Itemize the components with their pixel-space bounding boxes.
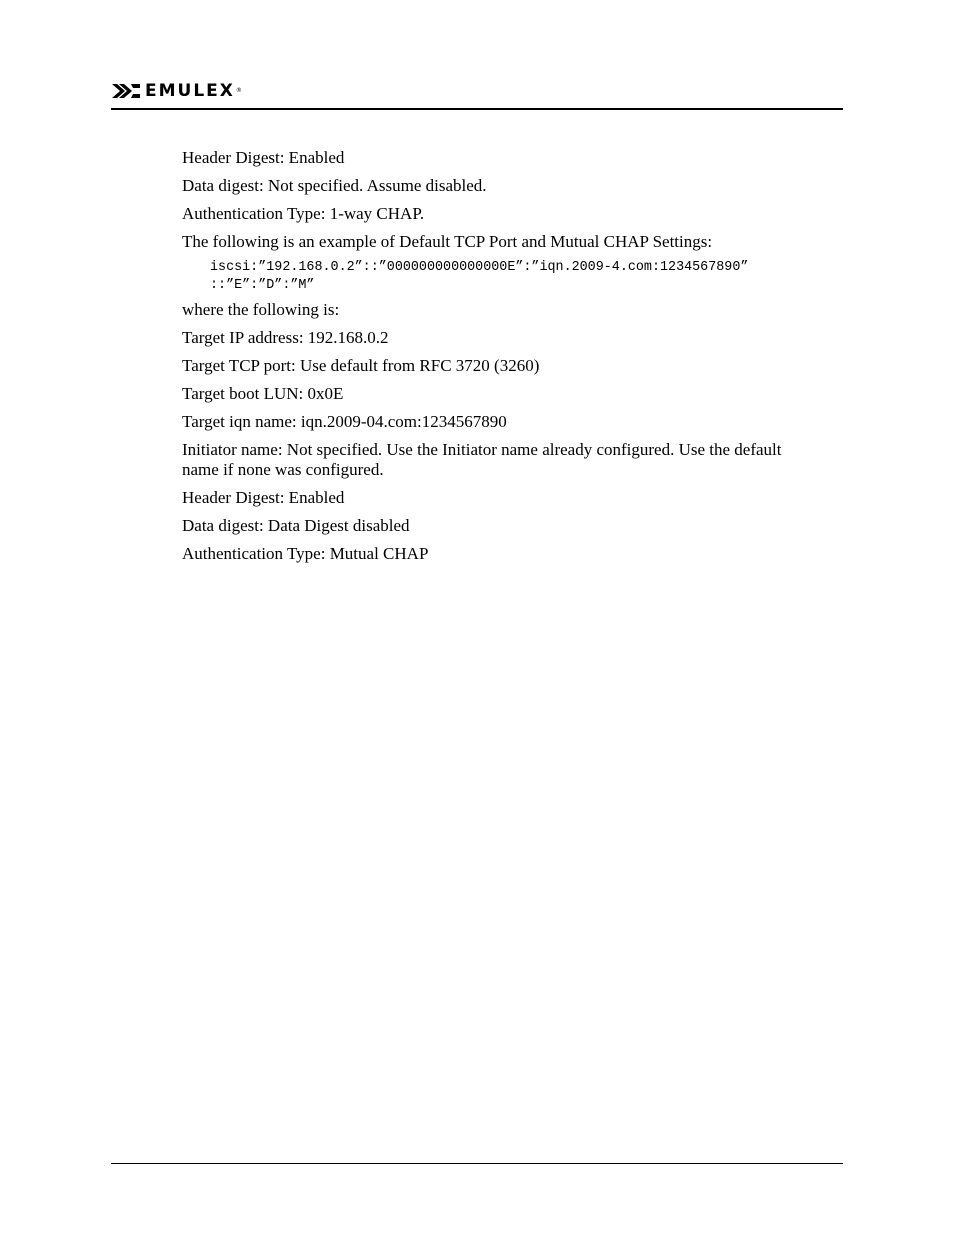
paragraph: Header Digest: Enabled — [182, 488, 345, 507]
paragraph: Data digest: Not specified. Assume disabled. — [182, 176, 487, 195]
paragraph: Authentication Type: 1-way CHAP. — [182, 204, 425, 223]
paragraph: Target iqn name: iqn.2009-04.com:1234567890 — [182, 412, 507, 431]
paragraph: The following is an example of Default TCP Port and Mutual CHAP Settings: — [182, 232, 713, 251]
paragraph: Target TCP port: Use default from RFC 3720 (3260) — [182, 356, 540, 375]
code-line: ::”E”:”D”:”M” — [210, 278, 315, 293]
header-divider — [111, 108, 843, 110]
emulex-logo — [111, 80, 242, 102]
paragraph: Header Digest: Enabled — [182, 148, 345, 167]
paragraph: Target boot LUN: 0x0E — [182, 384, 344, 403]
paragraph: where the following is: — [182, 300, 340, 319]
paragraph: Initiator name: Not specified. Use the Initiator name already configured. Use the default name if none was configured. — [182, 440, 782, 479]
logo-text: EMULEX — [145, 81, 235, 101]
paragraph: Authentication Type: Mutual CHAP — [182, 544, 429, 563]
paragraph: Data digest: Data Digest disabled — [182, 516, 410, 535]
paragraph: Target IP address: 192.168.0.2 — [182, 328, 389, 347]
code-line: iscsi:”192.168.0.2”::”000000000000000E”:”iqn.2009-4.com:1234567890” — [210, 260, 749, 275]
code-example — [210, 259, 812, 295]
document-body — [182, 148, 812, 572]
page-header — [111, 80, 843, 110]
emulex-mark-icon — [111, 81, 141, 101]
logo-trademark: ® — [235, 87, 242, 94]
footer-divider — [111, 1163, 843, 1164]
